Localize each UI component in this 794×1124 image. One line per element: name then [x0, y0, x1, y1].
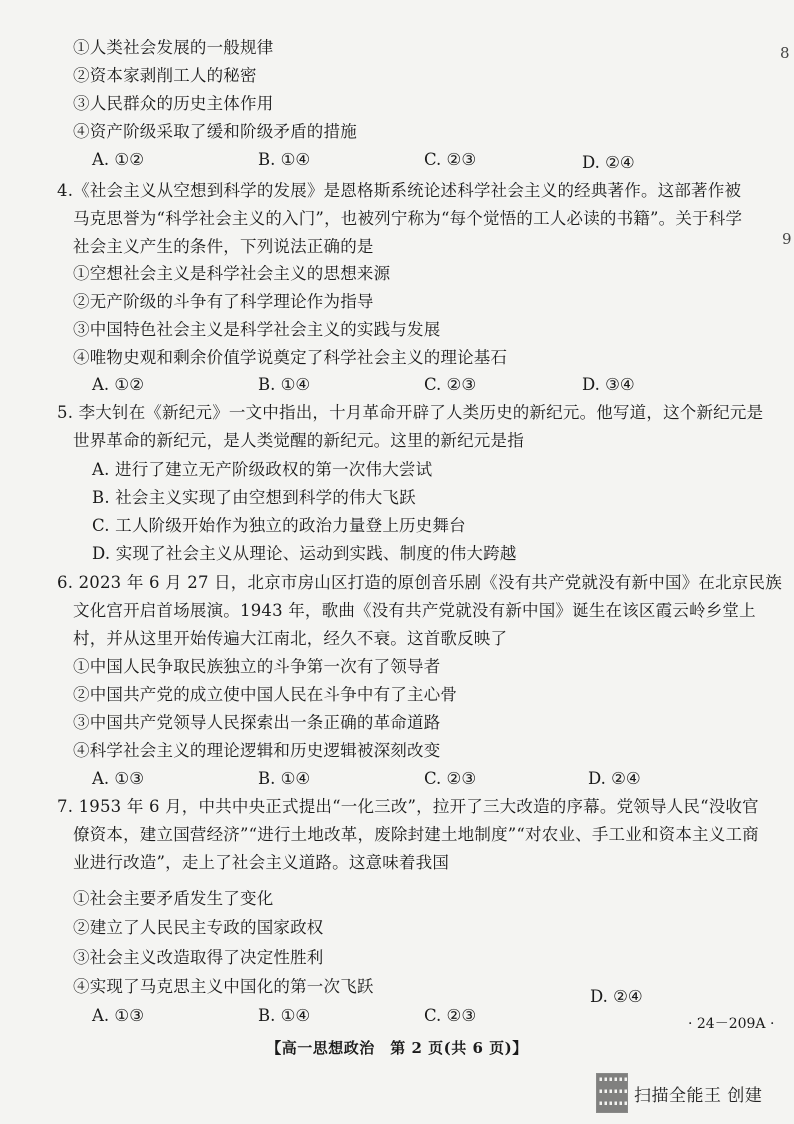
- q6-stem-line-3: 村，并从这里开始传遍大江南北，经久不衰。这首歌反映了: [73, 629, 508, 648]
- q5-stem-line-1: 5. 李大钊在《新纪元》一文中指出，十月革命开辟了人类历史的新纪元。他写道，这个新纪元是: [57, 403, 764, 422]
- q7-item-2: ②建立了人民民主专政的国家政权: [73, 918, 324, 937]
- q3-item-2: ②资本家剥削工人的秘密: [73, 66, 257, 85]
- q7-item-3: ③社会主义改造取得了决定性胜利: [73, 948, 324, 967]
- q7-stem-line-2: 僚资本，建立国营经济”“进行土地改革，废除封建土地制度”“对农业、手工业和资本主义工商: [73, 825, 759, 844]
- q7-option-a: A. ①③: [92, 1006, 144, 1025]
- page-footer: 【高一思想政治 第 2 页(共 6 页)】: [266, 1039, 528, 1057]
- q4-option-b: B. ①④: [258, 375, 311, 394]
- scanner-watermark: [596, 1073, 762, 1113]
- q6-option-b: B. ①④: [258, 769, 311, 788]
- q4-item-3: ③中国特色社会主义是科学社会主义的实践与发展: [73, 320, 441, 339]
- q4-item-4: ④唯物史观和剩余价值学说奠定了科学社会主义的理论基石: [73, 348, 508, 367]
- q7-option-c: C. ②③: [424, 1006, 477, 1025]
- qr-code-icon: [596, 1073, 628, 1113]
- q6-item-3: ③中国共产党领导人民探索出一条正确的革命道路: [73, 713, 441, 732]
- q4-stem-line-2: 马克思誉为“科学社会主义的入门”，也被列宁称为“每个觉悟的工人必读的书籍”。关于科学: [73, 209, 743, 228]
- q4-item-2: ②无产阶级的斗争有了科学理论作为指导: [73, 292, 374, 311]
- q3-item-1: ①人类社会发展的一般规律: [73, 38, 274, 57]
- q3-item-3: ③人民群众的历史主体作用: [73, 94, 274, 113]
- q7-item-4: ④实现了马克思主义中国化的第一次飞跃: [73, 977, 374, 996]
- q6-item-2: ②中国共产党的成立使中国人民在斗争中有了主心骨: [73, 685, 458, 704]
- q6-option-a: A. ①③: [92, 769, 144, 788]
- q4-stem-line-1: 4.《社会主义从空想到科学的发展》是恩格斯系统论述科学社会主义的经典著作。这部著作被: [57, 181, 742, 200]
- q7-stem-line-1: 7. 1953 年 6 月，中共中央正式提出“一化三改”，拉开了三大改造的序幕。党领导人民“没收官: [57, 797, 759, 816]
- q4-option-a: A. ①②: [92, 375, 144, 394]
- margin-mark-9: 9: [782, 230, 792, 248]
- q6-option-d: D. ②④: [588, 769, 641, 788]
- q6-stem-line-2: 文化宫开启首场展演。1943 年，歌曲《没有共产党就没有新中国》诞生在该区霞云岭乡堂上: [73, 601, 756, 620]
- q6-item-1: ①中国人民争取民族独立的斗争第一次有了领导者: [73, 657, 441, 676]
- q7-stem-line-3: 业进行改造”，走上了社会主义道路。这意味着我国: [73, 853, 450, 872]
- q3-option-b: B. ①④: [258, 150, 311, 169]
- q3-option-a: A. ①②: [92, 150, 144, 169]
- watermark-text: 扫描全能王 创建: [634, 1085, 763, 1106]
- paper-code: · 24－209A ·: [688, 1016, 775, 1032]
- q3-option-d: D. ②④: [582, 153, 635, 172]
- q7-option-b: B. ①④: [258, 1006, 311, 1025]
- q4-stem-line-3: 社会主义产生的条件，下列说法正确的是: [73, 237, 374, 256]
- q5-option-c: C. 工人阶级开始作为独立的政治力量登上历史舞台: [92, 516, 466, 535]
- q3-option-c: C. ②③: [424, 150, 477, 169]
- margin-mark-8: 8: [780, 44, 790, 62]
- q6-item-4: ④科学社会主义的理论逻辑和历史逻辑被深刻改变: [73, 741, 441, 760]
- q6-option-c: C. ②③: [424, 769, 477, 788]
- q4-option-d: D. ③④: [582, 375, 635, 394]
- q4-item-1: ①空想社会主义是科学社会主义的思想来源: [73, 264, 391, 283]
- q5-option-d: D. 实现了社会主义从理论、运动到实践、制度的伟大跨越: [92, 544, 517, 563]
- q7-item-1: ①社会主要矛盾发生了变化: [73, 889, 274, 908]
- q5-option-b: B. 社会主义实现了由空想到科学的伟大飞跃: [92, 488, 416, 507]
- q3-item-4: ④资产阶级采取了缓和阶级矛盾的措施: [73, 122, 357, 141]
- q4-option-c: C. ②③: [424, 375, 477, 394]
- q6-stem-line-1: 6. 2023 年 6 月 27 日，北京市房山区打造的原创音乐剧《没有共产党就没有新中国》在北京民族: [57, 573, 782, 592]
- q5-stem-line-2: 世界革命的新纪元，是人类觉醒的新纪元。这里的新纪元是指: [73, 431, 524, 450]
- q5-option-a: A. 进行了建立无产阶级政权的第一次伟大尝试: [92, 460, 433, 479]
- q7-option-d: D. ②④: [590, 987, 643, 1006]
